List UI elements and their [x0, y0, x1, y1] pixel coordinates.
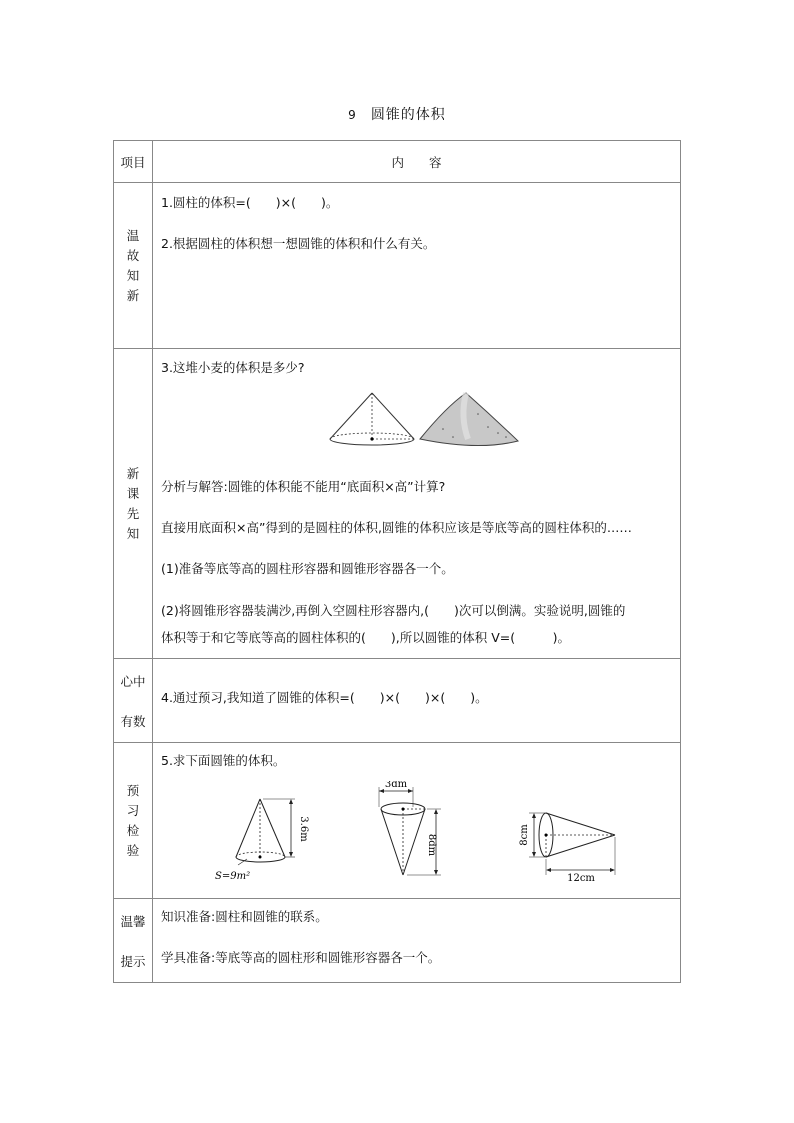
- cone-figure-3: [519, 803, 629, 883]
- step-1: (1)准备等底等高的圆柱形容器和圆锥形容器各一个。: [161, 561, 454, 576]
- preview-row: [114, 349, 681, 659]
- header-content: 内 容: [153, 141, 681, 183]
- cone-1-height-label: 3.6m: [298, 816, 309, 842]
- wheat-pile-figure: [328, 389, 528, 451]
- review-label: 温 故 知 新: [114, 183, 153, 349]
- tips-label: 温馨 提示: [114, 899, 153, 983]
- summary-row: [114, 659, 681, 743]
- wheat-pile-icon: [420, 393, 518, 446]
- cone-3-length-label: 12cm: [567, 873, 595, 883]
- cone-3-diameter-label: 8cm: [519, 824, 530, 846]
- lesson-table: [113, 140, 681, 983]
- cone-1-base-label: S=9m²: [215, 871, 251, 882]
- question-3: 3.这堆小麦的体积是多少?: [161, 360, 305, 375]
- analysis-text: 分析与解答:圆锥的体积能不能用“底面积×高”计算?: [161, 479, 446, 494]
- header-row: [114, 141, 681, 183]
- cone-2-height-label: 8dm: [426, 833, 437, 857]
- cone-figure-2: [369, 781, 459, 883]
- check-label: 预 习 检 验: [114, 743, 153, 899]
- check-row: [114, 743, 681, 899]
- lesson-title: 圆锥的体积: [370, 107, 446, 123]
- summary-label: 心中 有数: [114, 659, 153, 743]
- question-4: 4.通过预习,我知道了圆锥的体积=( )×( )×( )。: [161, 690, 488, 705]
- step-2-line-2: 体积等于和它等底等高的圆柱体积的( ),所以圆锥的体积 V=( )。: [161, 630, 570, 645]
- lesson-number: 9: [348, 108, 357, 122]
- question-5: 5.求下面圆锥的体积。: [161, 753, 286, 768]
- cone-outline-icon: [330, 393, 414, 445]
- tools-prep: 学具准备:等底等高的圆柱形和圆锥形容器各一个。: [161, 950, 441, 965]
- header-item: 项目: [114, 141, 153, 183]
- preview-content: [153, 349, 681, 659]
- tips-row: [114, 899, 681, 983]
- question-2: 2.根据圆柱的体积想一想圆锥的体积和什么有关。: [161, 236, 436, 251]
- preview-label: 新 课 先 知: [114, 349, 153, 659]
- tips-content: [153, 899, 681, 983]
- review-row: [114, 183, 681, 349]
- question-1: 1.圆柱的体积=( )×( )。: [161, 195, 339, 210]
- summary-content: [153, 659, 681, 743]
- cone-figure-1: [213, 795, 313, 887]
- cone-2-diameter-label: 3dm: [384, 781, 408, 790]
- page-title: [0, 104, 794, 124]
- analysis-line-2: 直接用底面积×高”得到的是圆柱的体积,圆锥的体积应该是等底等高的圆柱体积的……: [161, 520, 632, 535]
- review-content: [153, 183, 681, 349]
- step-2-line-1: (2)将圆锥形容器装满沙,再倒入空圆柱形容器内,( )次可以倒满。实验说明,圆锥的: [161, 603, 626, 618]
- knowledge-prep: 知识准备:圆柱和圆锥的联系。: [161, 909, 328, 924]
- check-content: [153, 743, 681, 899]
